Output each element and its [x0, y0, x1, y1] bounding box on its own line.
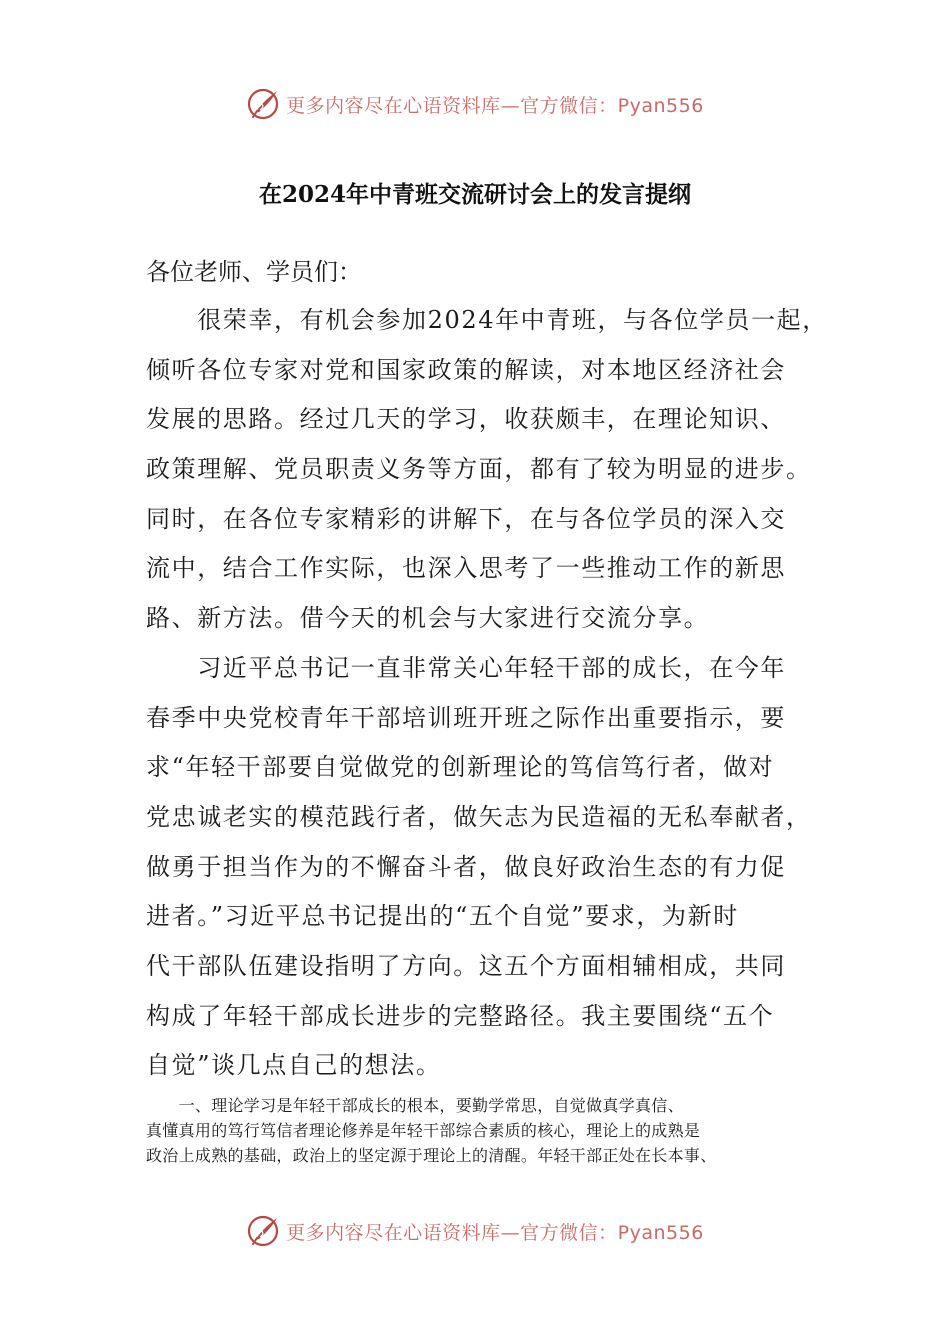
quill-logo-icon: [246, 1213, 282, 1249]
body-line: 路、新方法。借今天的机会与大家进行交流分享。: [146, 604, 710, 633]
body-line: 进者。”习近平总书记提出的“五个自觉”要求，为新时: [146, 902, 739, 931]
body-line: 政策理解、党员职责义务等方面，都有了较为明显的进步。: [146, 455, 812, 484]
small-line: 真懂真用的笃行笃信者理论修养是年轻干部综合素质的核心，理论上的成熟是: [146, 1121, 701, 1140]
document-title: 在2024年中青班交流研讨会上的发言提纲: [258, 181, 691, 208]
body-line: 构成了年轻干部成长进步的完整路径。我主要围绕“五个: [146, 1001, 775, 1030]
body-line: 很荣幸，有机会参加2024年中青班，与各位学员一起，: [146, 306, 828, 334]
watermark-text: [286, 1218, 704, 1245]
body-line: 倾听各位专家对党和国家政策的解读，对本地区经济社会: [146, 355, 786, 384]
body-line: 做勇于担当作为的不懈奋斗者，做良好政治生态的有力促: [146, 852, 786, 881]
small-line: 政治上成熟的基础，政治上的坚定源于理论上的清醒。年轻干部正处在长本事、: [146, 1146, 717, 1165]
body-line: 代干部队伍建设指明了方向。这五个方面相辅相成，共同: [146, 951, 786, 980]
quill-logo-icon: [246, 86, 282, 122]
small-line: 一、理论学习是年轻干部成长的根本，要勤学常思，自觉做真学真信、: [146, 1096, 684, 1115]
body-line: 习近平总书记一直非常关心年轻干部的成长，在今年: [146, 653, 786, 682]
body-line: 求“年轻干部要自觉做党的创新理论的笃信笃行者，做对: [146, 753, 775, 782]
watermark-label: 更多内容尽在心语资料库—官方微信：: [286, 1221, 618, 1244]
watermark-text: [286, 91, 704, 118]
watermark-handle: Pyan556: [617, 94, 704, 117]
greeting: 各位老师、学员们：: [146, 258, 362, 286]
body-line: 春季中央党校青年干部培训班开班之际作出重要指示，要: [146, 703, 786, 732]
body-line: 自觉”谈几点自己的想法。: [146, 1051, 442, 1080]
body-line: 同时，在各位专家精彩的讲解下，在与各位学员的深入交: [146, 504, 786, 533]
body-line: 党忠诚老实的模范践行者，做矢志为民造福的无私奉献者，: [146, 802, 812, 831]
body-text: [146, 296, 828, 1091]
body-line: 流中，结合工作实际，也深入思考了一些推动工作的新思: [146, 554, 786, 583]
body-line: 发展的思路。经过几天的学习，收获颇丰，在理论知识、: [146, 405, 786, 434]
watermark-header: [0, 84, 950, 124]
watermark-footer: [0, 1211, 950, 1251]
watermark-handle: Pyan556: [617, 1221, 704, 1244]
watermark-label: 更多内容尽在心语资料库—官方微信：: [286, 94, 618, 117]
section-one-text: [146, 1093, 826, 1168]
